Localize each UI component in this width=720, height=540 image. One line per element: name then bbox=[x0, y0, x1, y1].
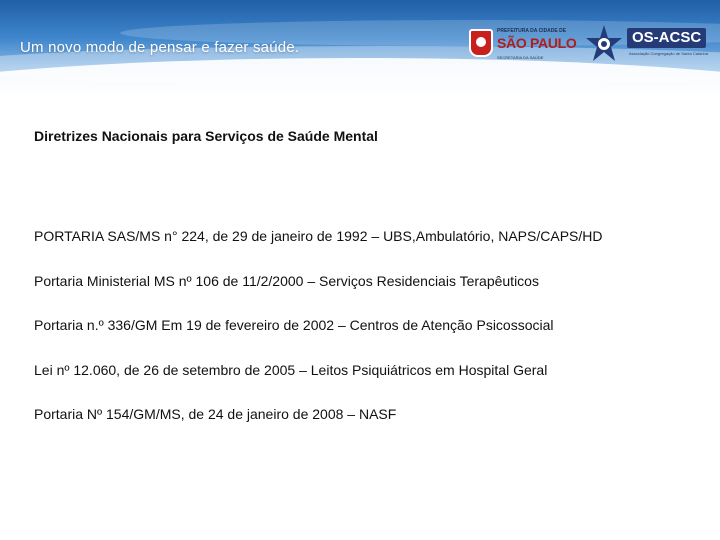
tagline: Um novo modo de pensar e fazer saúde. bbox=[20, 39, 300, 56]
star-emblem-icon bbox=[585, 24, 623, 64]
logo-sp-line2: SÃO PAULO bbox=[497, 35, 577, 51]
logo-os-subtitle: Associação Congregação de Santa Catarina bbox=[629, 51, 708, 56]
list-item: PORTARIA SAS/MS n° 224, de 29 de janeiro de 1992 – UBS,Ambulatório, NAPS/CAPS/HD bbox=[34, 228, 603, 244]
header-banner bbox=[0, 0, 720, 108]
list-item: Lei nº 12.060, de 26 de setembro de 2005 – Leitos Psiquiátricos em Hospital Geral bbox=[34, 361, 548, 378]
directives-list bbox=[34, 226, 602, 449]
os-acsc-logo bbox=[585, 24, 710, 68]
sao-paulo-logo bbox=[469, 26, 577, 66]
slide-title: Diretrizes Nacionais para Serviços de Saúde Mental bbox=[34, 128, 378, 144]
logo-sp-line3: SECRETARIA DA SAÚDE bbox=[497, 55, 544, 60]
logo-sp-line1: PREFEITURA DA CIDADE DE bbox=[497, 28, 567, 34]
list-item: Portaria Nº 154/GM/MS, de 24 de janeiro de 2008 – NASF bbox=[34, 406, 397, 422]
logo-os-name: OS-ACSC bbox=[627, 28, 706, 48]
list-item: Portaria Ministerial MS nº 106 de 11/2/2000 – Serviços Residenciais Terapêuticos bbox=[34, 272, 539, 289]
city-crest-icon bbox=[469, 29, 493, 57]
list-item: Portaria n.º 336/GM Em 19 de fevereiro de 2002 – Centros de Atenção Psicossocial bbox=[34, 317, 554, 333]
